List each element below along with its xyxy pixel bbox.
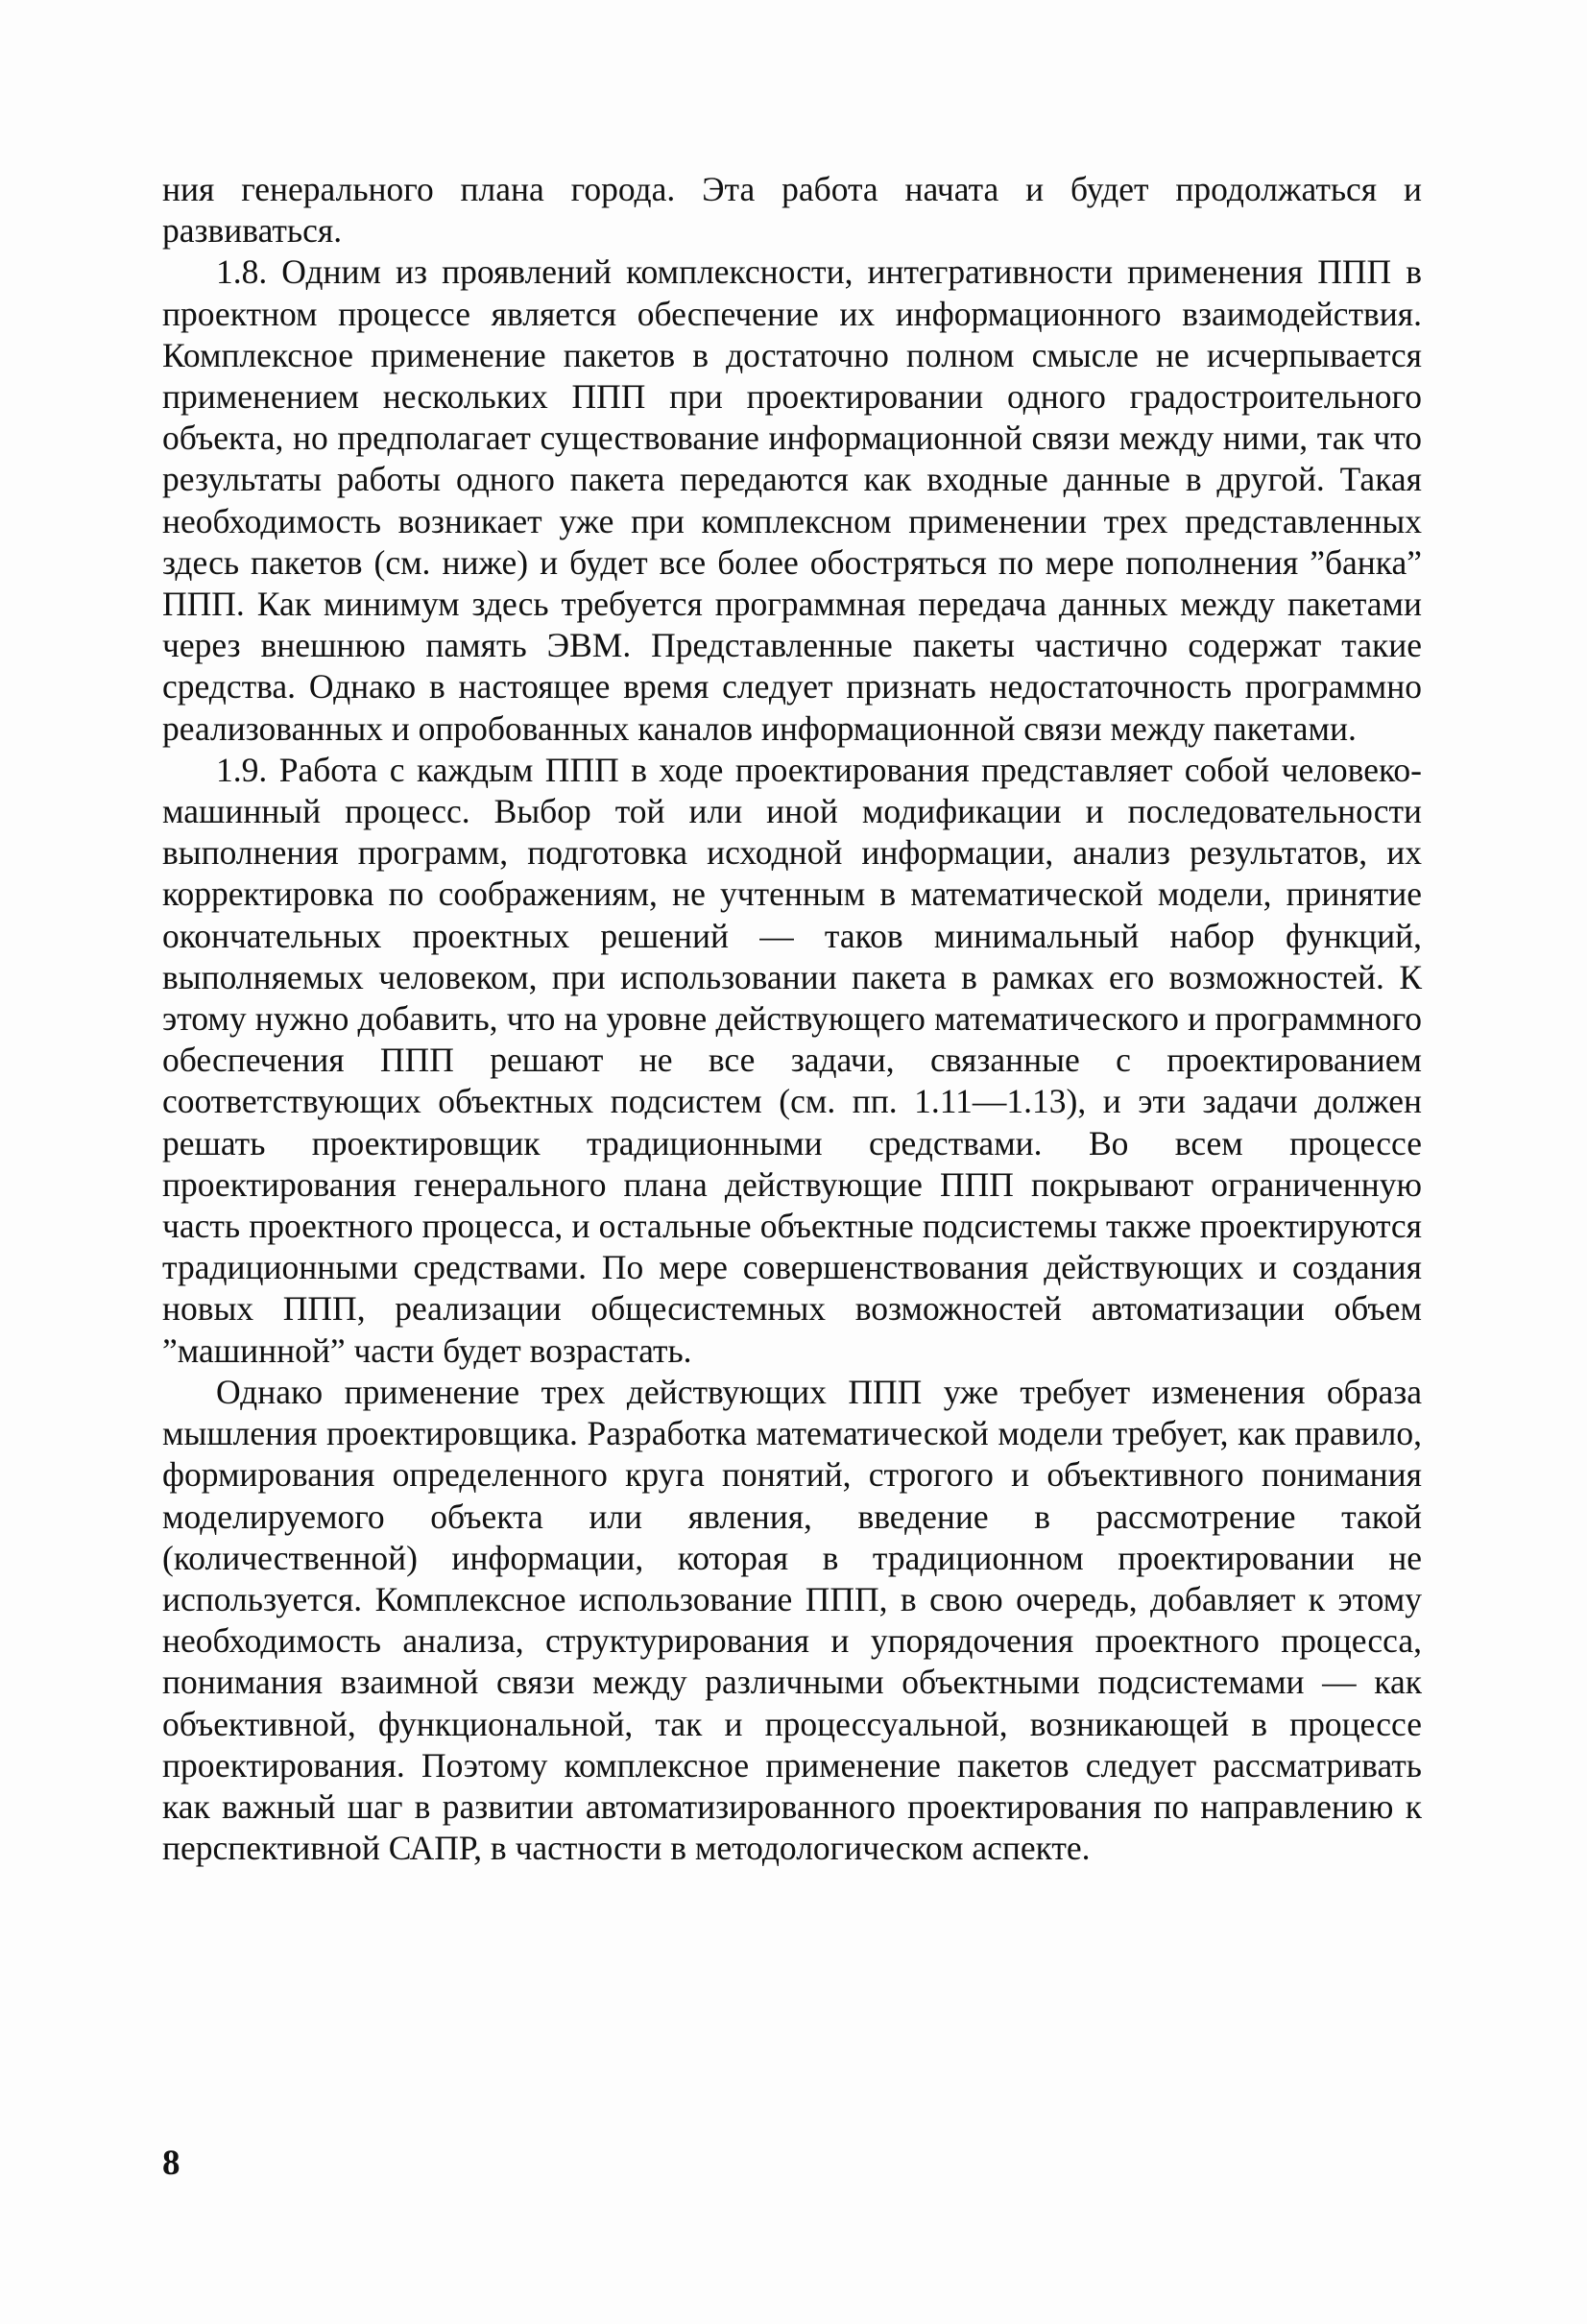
body-text	[162, 169, 1422, 1869]
paragraph-conclusion: Однако применение трех действующих ППП уже требует изменения образа мышления проектировщика. Разработка математической модели требует, как правило, формирования определенного круга понятий, строгого и объективного понимания моделируемого объекта или явления, введение в рассмотрение такой (количественной) информации, которая в традиционном проектировании не используется. Комплексное использование ППП, в свою очередь, добавляет к этому необходимость анализа, структурирования и упорядочения проектного процесса, понимания взаимной связи между различными объектными подсистемами — как объективной, функциональной, так и процессуальной, возникающей в процессе проектирования. Поэтому комплексное применение пакетов следует рассматривать как важный шаг в развитии автоматизированного проектирования по направлению к перспективной САПР, в частности в методологическом аспекте.	[162, 1372, 1422, 1868]
paragraph-continuation: ния генерального плана города. Эта работа начата и будет продолжаться и развиваться.	[162, 170, 1422, 251]
page-number: 8	[162, 2144, 180, 2183]
paragraph-1-9: 1.9. Работа с каждым ППП в ходе проектирования представляет собой человеко-машинный процесс. Выбор той или иной модификации и последовательности выполнения программ, подготовка исходной информации, анализ результатов, их корректировка по соображениям, не учтенным в математической модели, принятие окончательных проектных решений — таков минимальный набор функций, выполняемых человеком, при использовании пакета в рамках его возможностей. К этому нужно добавить, что на уровне действующего математического и программного обеспечения ППП решают не все задачи, связанные с проектированием соответствующих объектных подсистем (см. пп. 1.11—1.13), и эти задачи должен решать проектировщик традиционными средствами. Во всем процессе проектирования генерального плана действующие ППП покрывают ограниченную часть проектного процесса, и остальные объектные подсистемы также проектируются традиционными средствами. По мере совершенствования действующих и создания новых ППП, реализации общесистемных возможностей автоматизации объем ”машинной” части будет возрастать.	[162, 750, 1422, 1370]
paragraph-1-8: 1.8. Одним из проявлений комплексности, интегративности применения ППП в проектном процессе является обеспечение их информационного взаимодействия. Комплексное применение пакетов в достаточно полном смысле не исчерпывается применением нескольких ППП при проектировании одного градостроительного объекта, но предполагает существование информационной связи между ними, так что результаты работы одного пакета передаются как входные данные в другой. Такая необходимость возникает уже при комплексном применении трех представленных здесь пакетов (см. ниже) и будет все более обостряться по мере пополнения ”банка” ППП. Как минимум здесь требуется программная передача данных между пакетами через внешнюю память ЭВМ. Представленные пакеты частично содержат такие средства. Однако в настоящее время следует признать недостаточность программно реализованных и опробованных каналов информационной связи между пакетами.	[162, 252, 1422, 748]
